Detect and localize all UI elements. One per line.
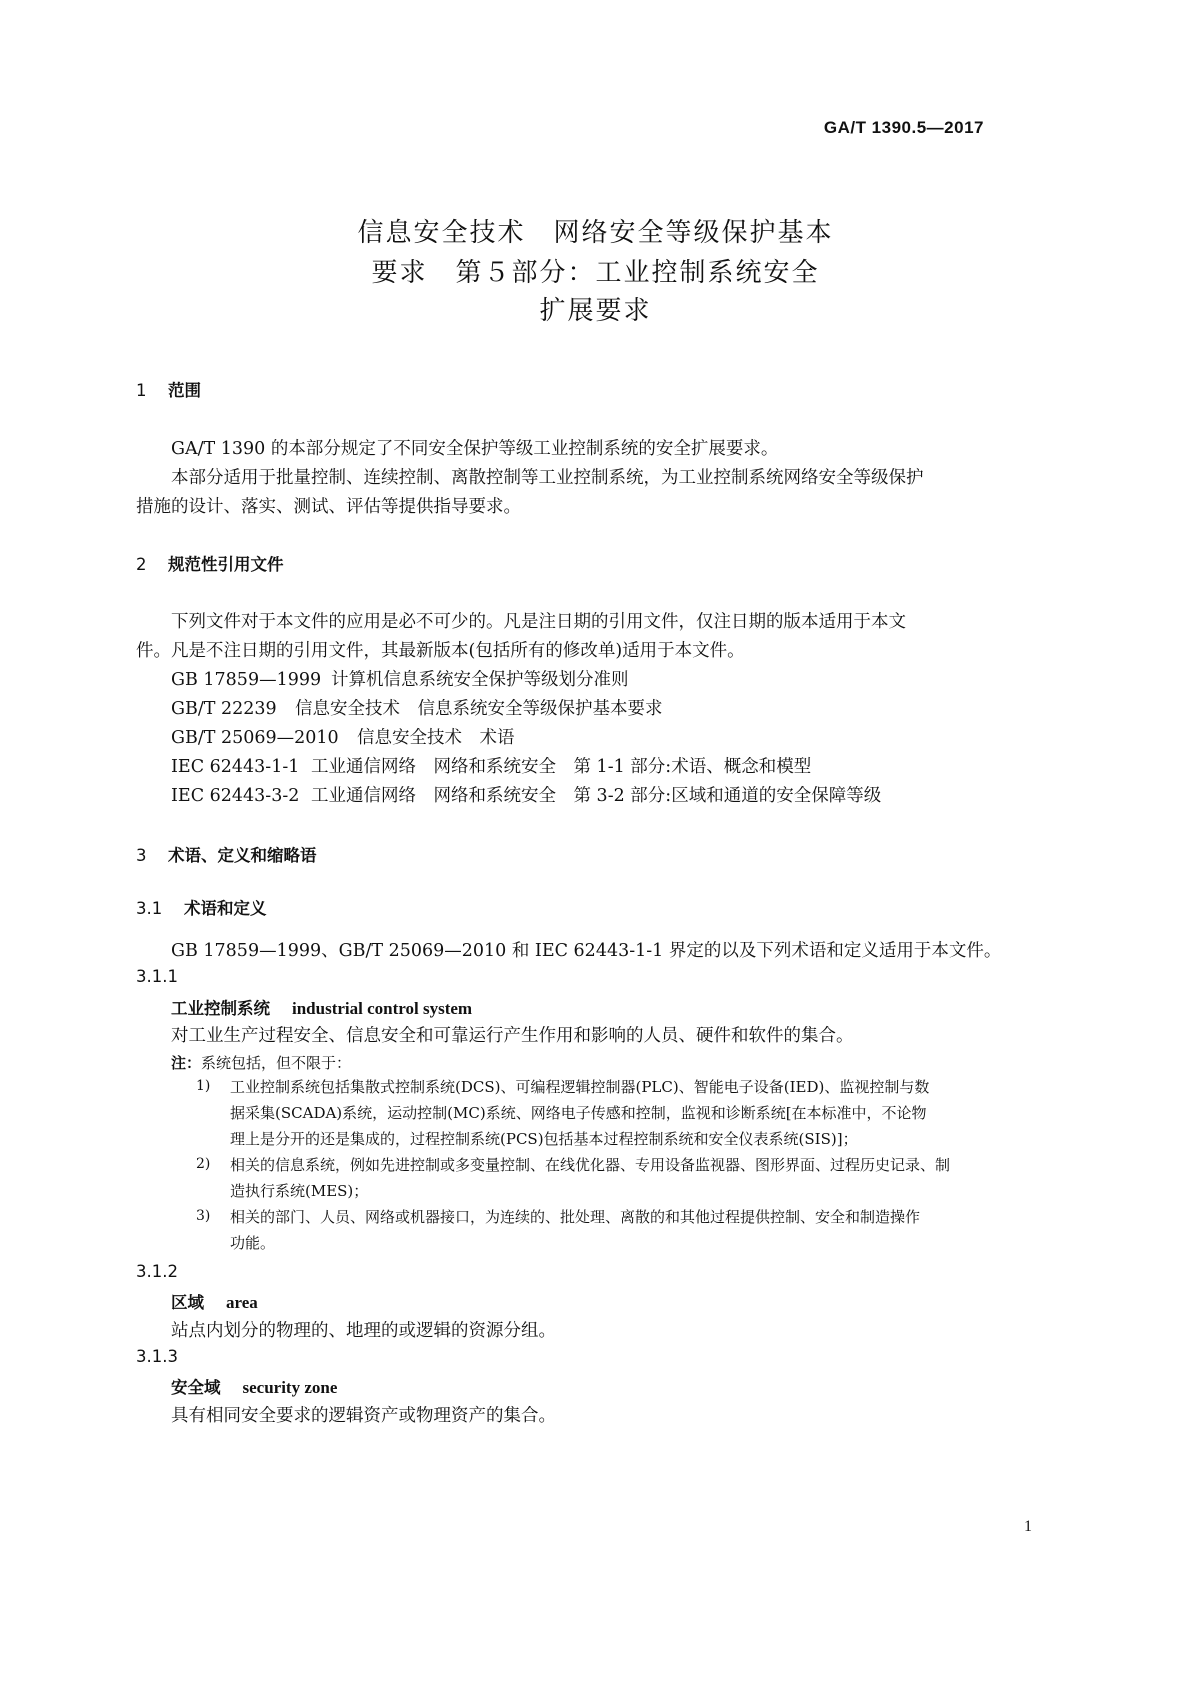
reference-item [171, 753, 811, 778]
section-title: 范围 [168, 381, 201, 400]
reference-item [171, 666, 629, 691]
reference-code: GB/T 22239 [171, 699, 277, 719]
reference-item [171, 724, 515, 749]
term-english: security zone [242, 1378, 338, 1397]
subsection-3-1-heading [136, 895, 267, 919]
reference-title: 工业通信网络 网络和系统安全 第 1-1 部分:术语、概念和模型 [311, 757, 812, 777]
note-item-number: 1) [196, 1078, 211, 1094]
note-item-number: 3) [196, 1208, 211, 1224]
reference-title: 工业通信网络 网络和系统安全 第 3-2 部分:区域和通道的安全保障等级 [311, 786, 882, 806]
reference-code: IEC 62443-1-1 [171, 757, 300, 777]
paragraph: 件。凡是不注日期的引用文件，其最新版本(包括所有的修改单)适用于本文件。 [136, 641, 745, 661]
note-item-line: 功能。 [230, 1234, 276, 1252]
document-title-line-2: 要求 第５部分：工业控制系统安全 [371, 258, 820, 288]
document-title-line-3: 扩展要求 [539, 296, 652, 326]
note-item-line: 工业控制系统包括集散式控制系统(DCS)、可编程逻辑控制器(PLC)、智能电子设备(IED)、监视控制与数 [230, 1078, 930, 1096]
term-definition: 对工业生产过程安全、信息安全和可靠运行产生作用和影响的人员、硬件和软件的集合。 [171, 1026, 854, 1046]
term-chinese: 安全域 [171, 1378, 221, 1397]
document-title-line-1: 信息安全技术 网络安全等级保护基本 [357, 218, 834, 248]
term-number: 3.1.1 [136, 967, 178, 986]
page-number: 1 [1024, 1518, 1032, 1535]
term-english: area [226, 1293, 258, 1312]
standard-number: GA/T 1390.5—2017 [823, 118, 984, 137]
reference-code: GB 17859—1999 [171, 670, 322, 690]
term-heading [171, 1289, 258, 1313]
note-label: 注： [171, 1054, 202, 1072]
paragraph: GA/T 1390 的本部分规定了不同安全保护等级工业控制系统的安全扩展要求。 [171, 439, 779, 459]
note-item-line: 理上是分开的还是集成的，过程控制系统(PCS)包括基本过程控制系统和安全仪表系统(SIS)]； [230, 1130, 858, 1148]
term-number: 3.1.3 [136, 1347, 178, 1366]
term-english: industrial control system [292, 999, 473, 1018]
note [171, 1052, 351, 1073]
paragraph: 下列文件对于本文件的应用是必不可少的。凡是注日期的引用文件，仅注日期的版本适用于本文 [171, 612, 906, 632]
term-chinese: 区域 [171, 1293, 204, 1312]
term-heading [171, 995, 472, 1019]
reference-title: 信息安全技术 术语 [357, 728, 515, 748]
section-number: 3 [136, 846, 147, 865]
paragraph: 措施的设计、落实、测试、评估等提供指导要求。 [136, 497, 521, 517]
note-item-line: 相关的信息系统，例如先进控制或多变量控制、在线优化器、专用设备监视器、图形界面、过程历史记录、制 [230, 1156, 951, 1174]
note-item-number: 2) [196, 1156, 211, 1172]
reference-item [171, 695, 663, 720]
note-item-line: 据采集(SCADA)系统，运动控制(MC)系统、网络电子传感和控制，监视和诊断系统[在本标准中，不论物 [230, 1104, 927, 1122]
note-item-line: 相关的部门、人员、网络或机器接口，为连续的、批处理、离散的和其他过程提供控制、安全和制造操作 [230, 1208, 921, 1226]
reference-title: 信息安全技术 信息系统安全等级保护基本要求 [295, 699, 663, 719]
section-1-heading [136, 377, 201, 401]
section-2-heading [136, 551, 284, 575]
term-number: 3.1.2 [136, 1262, 178, 1281]
section-number: 2 [136, 555, 147, 574]
paragraph: GB 17859—1999、GB/T 25069—2010 和 IEC 62443-1-1 界定的以及下列术语和定义适用于本文件。 [171, 941, 1002, 961]
term-heading [171, 1374, 337, 1398]
section-title: 规范性引用文件 [168, 555, 284, 574]
term-chinese: 工业控制系统 [171, 999, 270, 1018]
reference-code: IEC 62443-3-2 [171, 786, 300, 806]
reference-title: 计算机信息系统安全保护等级划分准则 [331, 670, 629, 690]
reference-item [171, 782, 881, 807]
reference-code: GB/T 25069—2010 [171, 728, 339, 748]
note-text: 系统包括，但不限于： [201, 1054, 352, 1072]
note-item-line: 造执行系统(MES)； [230, 1182, 369, 1200]
subsection-title: 术语和定义 [184, 899, 267, 918]
section-3-heading [136, 842, 317, 866]
section-title: 术语、定义和缩略语 [168, 846, 317, 865]
term-definition: 站点内划分的物理的、地理的或逻辑的资源分组。 [171, 1321, 556, 1341]
subsection-number: 3.1 [136, 899, 163, 918]
section-number: 1 [136, 381, 147, 400]
term-definition: 具有相同安全要求的逻辑资产或物理资产的集合。 [171, 1406, 556, 1426]
paragraph: 本部分适用于批量控制、连续控制、离散控制等工业控制系统，为工业控制系统网络安全等级保护 [171, 468, 924, 488]
